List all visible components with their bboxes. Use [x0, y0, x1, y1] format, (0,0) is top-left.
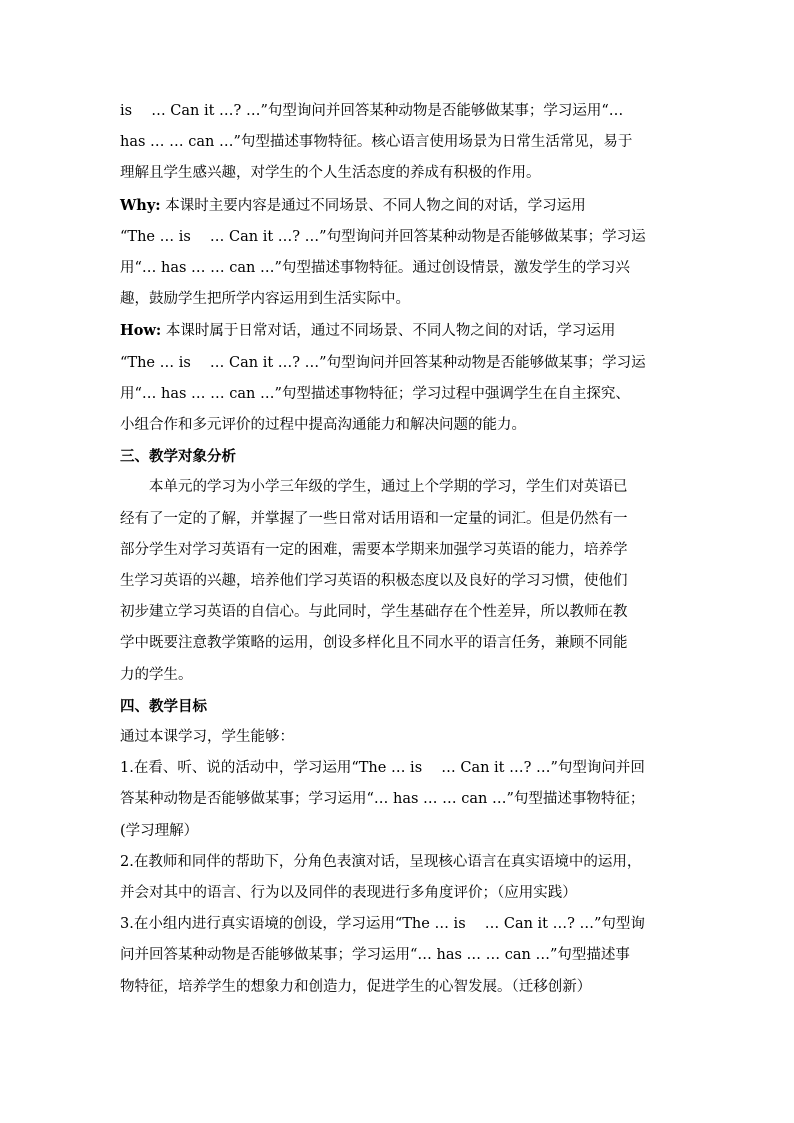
objective-line: (学习理解）	[120, 822, 199, 839]
body-line: “The … is … Can it …? …”句型询问并回答某种动物是否能够做某事；学习运	[120, 228, 646, 245]
body-line: 经有了一定的了解，并掌握了一些日常对话用语和一定量的词汇。但是仍然有一	[120, 510, 628, 527]
why-text: 本课时主要内容是通过不同场景、不同人物之间的对话，学习运用	[160, 197, 586, 214]
body-line: 力的学生。	[120, 666, 193, 683]
objective-line: 问并回答某种动物是否能够做某事；学习运用“… has … … can …”句型描述事	[120, 947, 630, 964]
body-line: “The … is … Can it …? …”句型询问并回答某种动物是否能够做某事；学习运	[120, 354, 646, 371]
body-line: 初步建立学习英语的自信心。与此同时，学生基础存在个性差异，所以教师在教	[120, 604, 628, 621]
objective-line: 2.在教师和同伴的帮助下，分角色表演对话，呈现核心语言在真实语境中的运用，	[120, 853, 642, 870]
body-line: 理解且学生感兴趣，对学生的个人生活态度的养成有积极的作用。	[120, 165, 541, 182]
how-line	[120, 315, 678, 347]
objective-line: 物特征，培养学生的想象力和创造力，促进学生的心智发展。（迁移创新）	[120, 978, 592, 995]
body-line: 学中既要注意教学策略的运用，创设多样化且不同水平的语言任务，兼顾不同能	[120, 635, 628, 652]
objective-line: 3.在小组内进行真实语境的创设，学习运用“The … is … Can it …? …”句型询	[120, 916, 645, 933]
how-text: 本课时属于日常对话，通过不同场景、不同人物之间的对话，学习运用	[161, 323, 616, 340]
body-line: has … … can …”句型描述事物特征。核心语言使用场景为日常生活常见，易于	[120, 134, 633, 151]
body-line: 部分学生对学习英语有一定的困难，需要本学期来加强学习英语的能力，培养学	[120, 541, 628, 558]
body-line: 生学习英语的兴趣，培养他们学习英语的积极态度以及良好的学习习惯，使他们	[120, 573, 628, 590]
body-line: 用“… has … … can …”句型描述事物特征。通过创设情景，激发学生的学习兴	[120, 260, 630, 277]
body-line: is … Can it …? …”句型询问并回答某种动物是否能够做某事；学习运用“…	[120, 103, 624, 119]
body-line: 用“… has … … can …”句型描述事物特征；学习过程中强调学生在自主探究、	[120, 385, 630, 402]
objective-line: 答某种动物是否能够做某事；学习运用“… has … … can …”句型描述事物特征；	[120, 791, 645, 808]
objective-line: 1.在看、听、说的活动中，学习运用“The … is … Can it …? …”句型询问并回	[120, 760, 645, 777]
body-line: 通过本课学习，学生能够：	[120, 729, 294, 746]
how-label: How:	[120, 322, 162, 340]
body-line: 本单元的学习为小学三年级的学生，通过上个学期的学习，学生们对英语已	[149, 479, 628, 496]
body-line: 小组合作和多元评价的过程中提高沟通能力和解决问题的能力。	[120, 417, 526, 434]
objective-line: 并会对其中的语言、行为以及同伴的表现进行多角度评价；（应用实践）	[120, 885, 577, 902]
section-heading: 四、教学目标	[120, 697, 207, 715]
why-line	[120, 190, 678, 222]
body-line: 趣，鼓励学生把所学内容运用到生活实际中。	[120, 291, 410, 308]
document-page	[120, 96, 678, 1003]
section-heading: 三、教学对象分析	[120, 448, 236, 466]
why-label: Why:	[120, 196, 161, 214]
